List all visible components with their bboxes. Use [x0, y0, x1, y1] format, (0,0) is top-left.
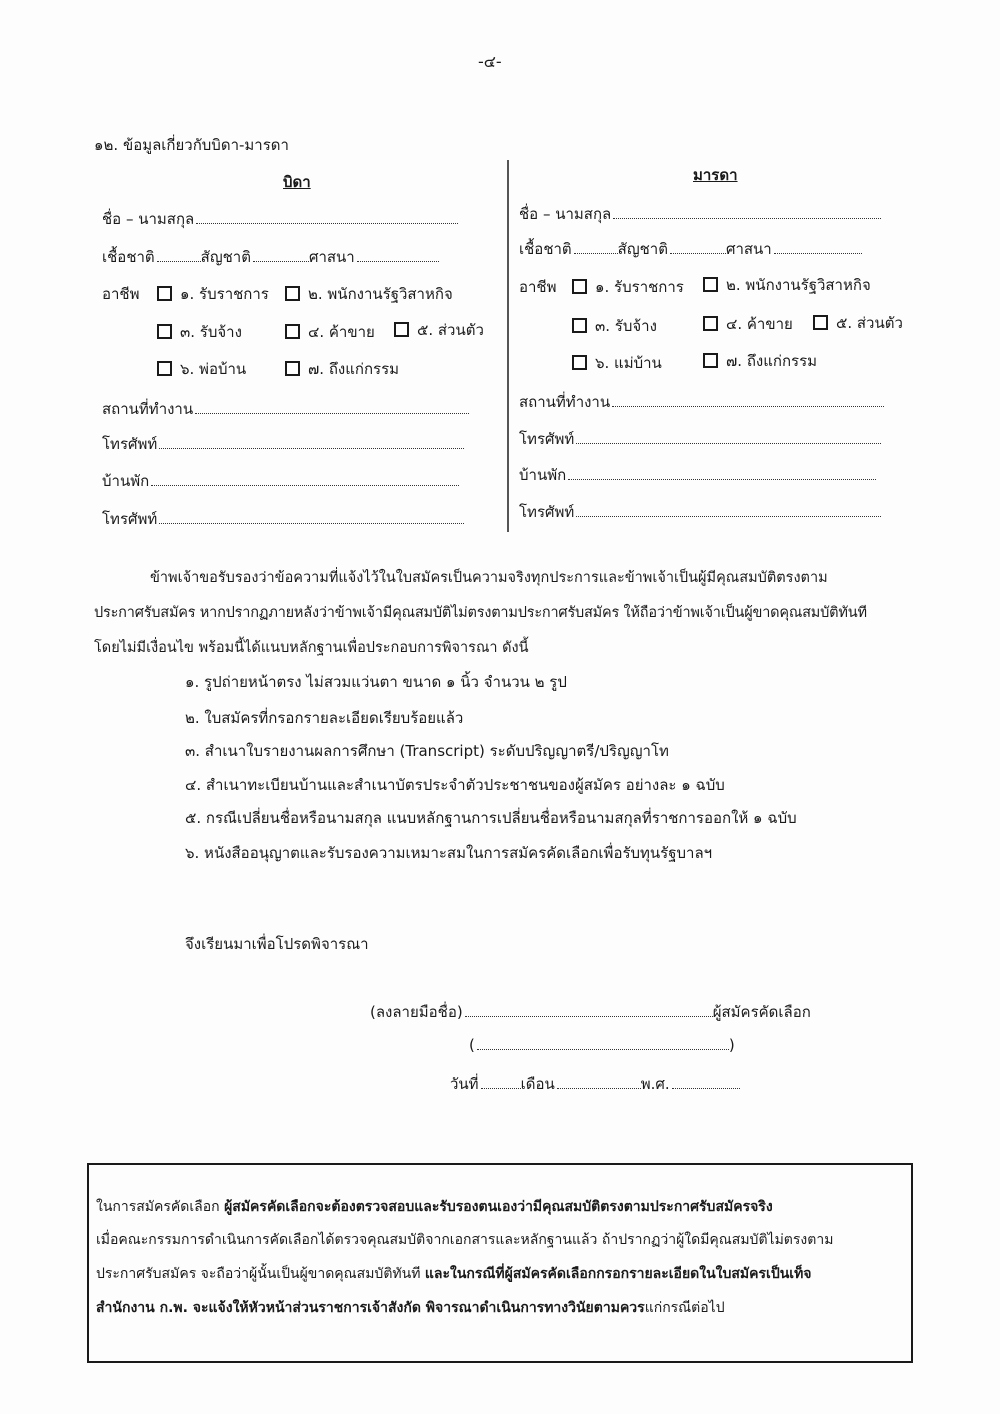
mother-home-label: บ้านพัก [519, 466, 567, 484]
mother-religion-label: ศาสนา [725, 240, 772, 258]
checkbox[interactable] [572, 318, 587, 333]
father-religion-field[interactable] [357, 260, 439, 262]
father-option-5[interactable] [394, 318, 484, 342]
option-label: ๕. ส่วนตัว [836, 314, 903, 332]
mother-occupation-label: อาชีพ [519, 278, 557, 296]
checkbox[interactable] [285, 324, 300, 339]
checkbox[interactable] [157, 324, 172, 339]
mother-race-field[interactable] [574, 252, 618, 254]
father-workplace-row [102, 397, 469, 421]
option-label: ๖. พ่อบ้าน [180, 360, 247, 378]
option-label: ๒. พนักงานรัฐวิสาหกิจ [308, 285, 453, 303]
mother-phone2-field[interactable] [576, 515, 881, 517]
mother-workplace-row [519, 390, 884, 414]
mother-option-5[interactable] [813, 311, 903, 335]
checkbox[interactable] [703, 316, 718, 331]
checkbox[interactable] [703, 277, 718, 292]
section-title: ๑๒. ข้อมูลเกี่ยวกับบิดา-มารดา [94, 136, 289, 154]
father-workplace-field[interactable] [195, 412, 469, 414]
father-phone2-label: โทรศัพท์ [102, 510, 158, 528]
attachment-item: ๔. สำเนาทะเบียนบ้านและสำเนาบัตรประจำตัวประชาชนของผู้สมัคร อย่างละ ๑ ฉบับ [185, 776, 725, 794]
paren-open: ( [469, 1036, 475, 1054]
mother-name-field[interactable] [613, 217, 881, 219]
mother-home-row [519, 463, 876, 487]
option-label: ๑. รับราชการ [180, 285, 269, 303]
mother-workplace-field[interactable] [612, 405, 884, 407]
mother-nationality-field[interactable] [670, 252, 726, 254]
father-race-row [102, 245, 439, 269]
father-name-field[interactable] [196, 222, 458, 224]
notice-bold-text: สำนักงาน ก.พ. จะแจ้งให้หัวหน้าส่วนราชการเจ้าสังกัด พิจารณาดำเนินการทางวินัยตามควร [96, 1300, 645, 1316]
father-religion-label: ศาสนา [308, 248, 355, 266]
year-field[interactable] [672, 1087, 740, 1089]
father-option-2[interactable] [285, 282, 453, 306]
father-home-label: บ้านพัก [102, 472, 150, 490]
mother-phone-row [519, 427, 881, 451]
signature-field[interactable] [465, 1015, 713, 1017]
checkbox[interactable] [157, 361, 172, 376]
mother-option-7[interactable] [703, 349, 817, 373]
declaration-line-2: ประกาศรับสมัคร หากปรากฏภายหลังว่าข้าพเจ้ามีคุณสมบัติไม่ตรงตามประกาศรับสมัคร ให้ถือว่าข้าพเจ้าเป็นผู้ขาดคุณสมบัติทันที [94, 605, 867, 621]
month-label: เดือน [520, 1075, 555, 1093]
father-phone-label: โทรศัพท์ [102, 435, 158, 453]
father-nationality-field[interactable] [253, 260, 309, 262]
father-race-label: เชื้อชาติ [102, 248, 155, 266]
closing-text: จึงเรียนมาเพื่อโปรดพิจารณา [185, 935, 369, 953]
paren-close: ) [728, 1036, 735, 1054]
attachment-item: ๕. กรณีเปลี่ยนชื่อหรือนามสกุล แนบหลักฐานการเปลี่ยนชื่อหรือนามสกุลที่ราชการออกให้ ๑ ฉบับ [185, 809, 797, 827]
checkbox[interactable] [703, 353, 718, 368]
option-label: ๒. พนักงานรัฐวิสาหกิจ [726, 276, 871, 294]
notice-text: ประกาศรับสมัคร จะถือว่าผู้นั้นเป็นผู้ขาดคุณสมบัติทันที [96, 1266, 425, 1282]
mother-phone2-row [519, 500, 881, 524]
printed-name-field[interactable] [477, 1048, 729, 1050]
mother-option-4[interactable] [703, 312, 793, 336]
checkbox[interactable] [813, 315, 828, 330]
mother-phone2-label: โทรศัพท์ [519, 503, 575, 521]
mother-religion-field[interactable] [774, 252, 862, 254]
mother-workplace-label: สถานที่ทำงาน [519, 393, 611, 411]
notice-bold-text: ผู้สมัครคัดเลือกจะต้องตรวจสอบและรับรองตนเองว่ามีคุณสมบัติตรงตามประกาศรับสมัครจริง [224, 1199, 773, 1215]
notice-line-2: เมื่อคณะกรรมการดำเนินการคัดเลือกได้ตรวจคุณสมบัติจากเอกสารและหลักฐานแล้ว ถ้าปรากฏว่าผู้ใดมีคุณสมบัติไม่ตรงตาม [96, 1232, 834, 1248]
mother-option-2[interactable] [703, 273, 871, 297]
father-nationality-label: สัญชาติ [200, 248, 251, 266]
declaration-line-1: ข้าพเจ้าขอรับรองว่าข้อความที่แจ้งไว้ในใบสมัครเป็นความจริงทุกประการและข้าพเจ้าเป็นผู้มีคุณสมบัติตรงตาม [150, 570, 828, 586]
father-phone2-field[interactable] [159, 522, 464, 524]
father-home-row [102, 469, 459, 493]
notice-text: ในการสมัครคัดเลือก [96, 1199, 225, 1215]
column-divider [507, 160, 509, 532]
option-label: ๓. รับจ้าง [595, 317, 657, 335]
date-field[interactable] [481, 1087, 521, 1089]
mother-phone-field[interactable] [576, 442, 881, 444]
father-option-4[interactable] [285, 320, 375, 344]
checkbox[interactable] [572, 279, 587, 294]
father-home-field[interactable] [151, 484, 459, 486]
notice-text: แก่กรณีต่อไป [644, 1300, 725, 1316]
notice-line-3 [96, 1263, 812, 1285]
option-label: ๕. ส่วนตัว [417, 321, 484, 339]
father-occupation-label: อาชีพ [102, 285, 140, 303]
father-name-row [102, 207, 458, 231]
father-heading: บิดา [283, 173, 311, 191]
mother-option-3[interactable] [572, 314, 657, 338]
mother-name-row [519, 202, 881, 226]
signature-row [370, 1000, 811, 1024]
attachment-item: ๓. สำเนาใบรายงานผลการศึกษา (Transcript) ระดับปริญญาตรี/ปริญญาโท [185, 742, 669, 760]
option-label: ๓. รับจ้าง [180, 323, 242, 341]
father-phone2-row [102, 507, 464, 531]
mother-option-1[interactable] [572, 275, 684, 299]
mother-race-row [519, 237, 862, 261]
checkbox[interactable] [285, 361, 300, 376]
checkbox[interactable] [285, 286, 300, 301]
option-label: ๗. ถึงแก่กรรม [308, 360, 400, 378]
applicant-role-label: ผู้สมัครคัดเลือก [712, 1003, 811, 1021]
father-phone-row [102, 432, 464, 456]
printed-name-row [469, 1036, 735, 1054]
mother-name-label: ชื่อ – นามสกุล [519, 205, 612, 223]
signature-label: (ลงลายมือชื่อ) [370, 1003, 463, 1021]
date-label: วันที่ [450, 1075, 479, 1093]
father-option-1[interactable] [157, 282, 269, 306]
father-workplace-label: สถานที่ทำงาน [102, 400, 194, 418]
attachment-item: ๖. หนังสืออนุญาตและรับรองความเหมาะสมในการสมัครคัดเลือกเพื่อรับทุนรัฐบาลฯ [185, 844, 713, 862]
mother-heading: มารดา [693, 166, 738, 184]
date-row [450, 1072, 740, 1096]
father-phone-field[interactable] [159, 447, 464, 449]
year-label: พ.ศ. [640, 1075, 670, 1093]
option-label: ๔. ค้าขาย [308, 323, 375, 341]
father-name-label: ชื่อ – นามสกุล [102, 210, 195, 228]
notice-line-1 [96, 1196, 773, 1218]
mother-nationality-label: สัญชาติ [617, 240, 668, 258]
attachment-item: ๑. รูปถ่ายหน้าตรง ไม่สวมแว่นตา ขนาด ๑ นิ้ว จำนวน ๒ รูป [185, 673, 567, 691]
father-option-7[interactable] [285, 357, 399, 381]
attachment-item: ๒. ใบสมัครที่กรอกรายละเอียดเรียบร้อยแล้ว [185, 709, 464, 727]
mother-home-field[interactable] [568, 478, 876, 480]
father-option-3[interactable] [157, 320, 242, 344]
option-label: ๑. รับราชการ [595, 278, 684, 296]
page-number: -๔- [478, 52, 502, 71]
father-option-6[interactable] [157, 357, 246, 381]
notice-bold-text: และในกรณีที่ผู้สมัครคัดเลือกกรอกรายละเอียดในใบสมัครเป็นเท็จ [424, 1266, 812, 1282]
checkbox[interactable] [157, 286, 172, 301]
notice-line-4 [96, 1297, 725, 1319]
checkbox[interactable] [394, 322, 409, 337]
month-field[interactable] [557, 1087, 641, 1089]
option-label: ๔. ค้าขาย [726, 315, 793, 333]
mother-option-6[interactable] [572, 351, 662, 375]
option-label: ๗. ถึงแก่กรรม [726, 352, 818, 370]
declaration-line-3: โดยไม่มีเงื่อนไข พร้อมนี้ได้แนบหลักฐานเพื่อประกอบการพิจารณา ดังนี้ [94, 640, 529, 656]
mother-race-label: เชื้อชาติ [519, 240, 572, 258]
option-label: ๖. แม่บ้าน [595, 354, 662, 372]
father-race-field[interactable] [157, 260, 201, 262]
checkbox[interactable] [572, 355, 587, 370]
mother-phone-label: โทรศัพท์ [519, 430, 575, 448]
